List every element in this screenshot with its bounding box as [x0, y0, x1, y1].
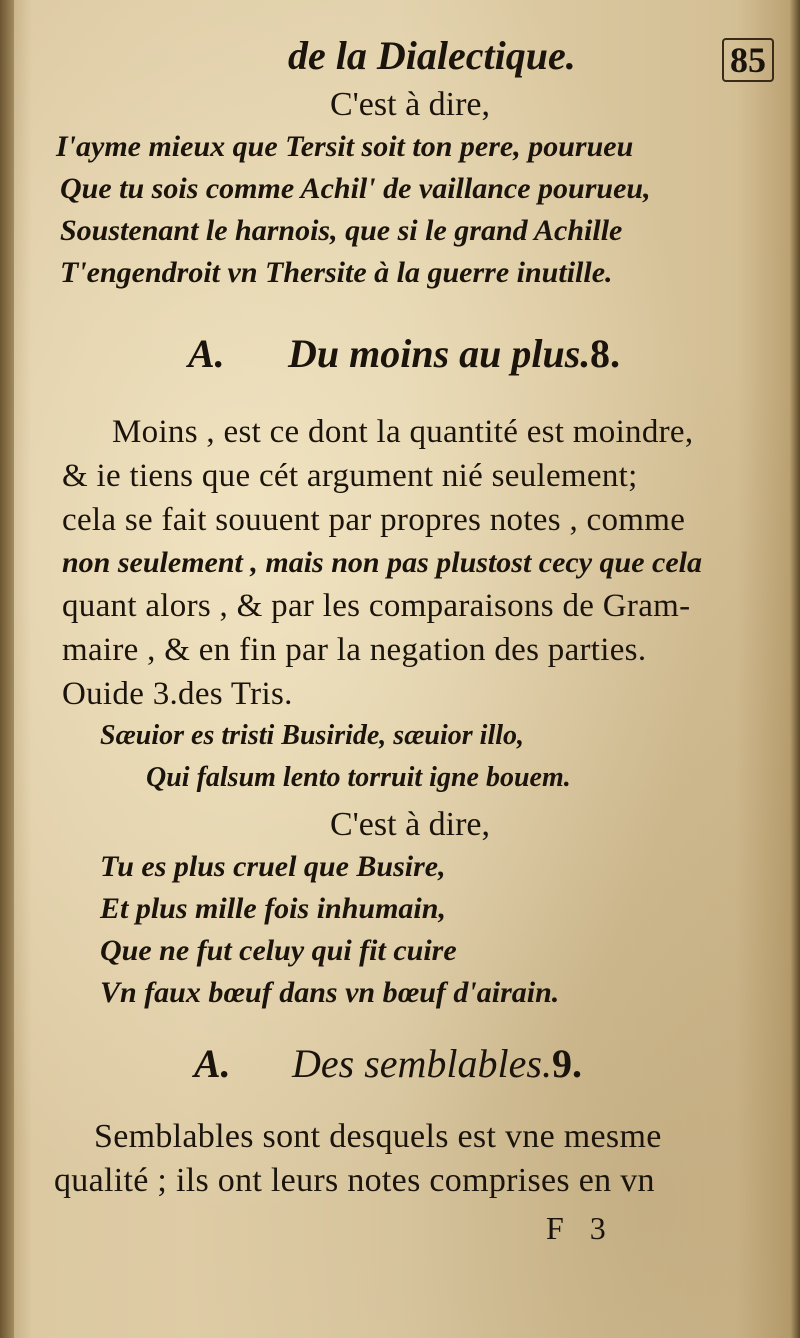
running-header: de la Dialectique. — [288, 33, 576, 78]
paragraph-line: Moins , est ce dont la quantité est moindre, — [112, 414, 694, 450]
latin-verse-line: Qui falsum lento torruit igne bouem. — [146, 762, 571, 793]
paragraph-line: quant alors , & par les comparaisons de Gram- — [62, 588, 691, 624]
page-number: 85 — [722, 38, 774, 82]
section-number: 9. — [552, 1041, 582, 1086]
paragraph-line: Semblables sont desquels est vne mesme — [94, 1118, 662, 1155]
verse-line: Soustenant le harnois, que si le grand Achille — [60, 214, 623, 247]
verse-line: T'engendroit vn Thersite à la guerre inutille. — [60, 256, 613, 289]
paragraph-line: Ouide 3.des Tris. — [62, 676, 293, 712]
paragraph-line: qualité ; ils ont leurs notes comprises en vn — [54, 1162, 655, 1199]
latin-verse-line: Sæuior es tristi Busiride, sæuior illo, — [100, 720, 525, 751]
paragraph-line: & ie tiens que cét argument nié seulement; — [62, 458, 638, 494]
section-marker: A. — [194, 1041, 231, 1086]
paragraph-line: cela se fait souuent par propres notes , comme — [62, 502, 686, 538]
verse-line: Que tu sois comme Achil' de vaillance pourueu, — [60, 172, 651, 205]
verse-line: Que ne fut celuy qui fit cuire — [100, 934, 457, 967]
page-gutter-shadow — [0, 0, 14, 1338]
translation-intro: C'est à dire, — [330, 806, 491, 843]
verse-line: I'ayme mieux que Tersit soit ton pere, pourueu — [56, 130, 634, 163]
page-edge-shadow — [790, 0, 800, 1338]
paragraph-line: non seulement , mais non pas plustost cecy que cela — [62, 546, 703, 579]
translation-intro: C'est à dire, — [330, 86, 491, 123]
section-number: 8. — [590, 331, 620, 376]
section-title: Du moins au plus. — [288, 331, 591, 376]
section-title: Des semblables. — [292, 1041, 552, 1086]
verse-line: Et plus mille fois inhumain, — [100, 892, 446, 925]
paragraph-line: maire , & en fin par la negation des parties. — [62, 632, 647, 668]
verse-line: Tu es plus cruel que Busire, — [100, 850, 446, 883]
verse-line: Vn faux bœuf dans vn bœuf d'airain. — [100, 976, 560, 1009]
section-marker: A. — [188, 331, 225, 376]
signature-mark: F 3 — [546, 1210, 606, 1246]
